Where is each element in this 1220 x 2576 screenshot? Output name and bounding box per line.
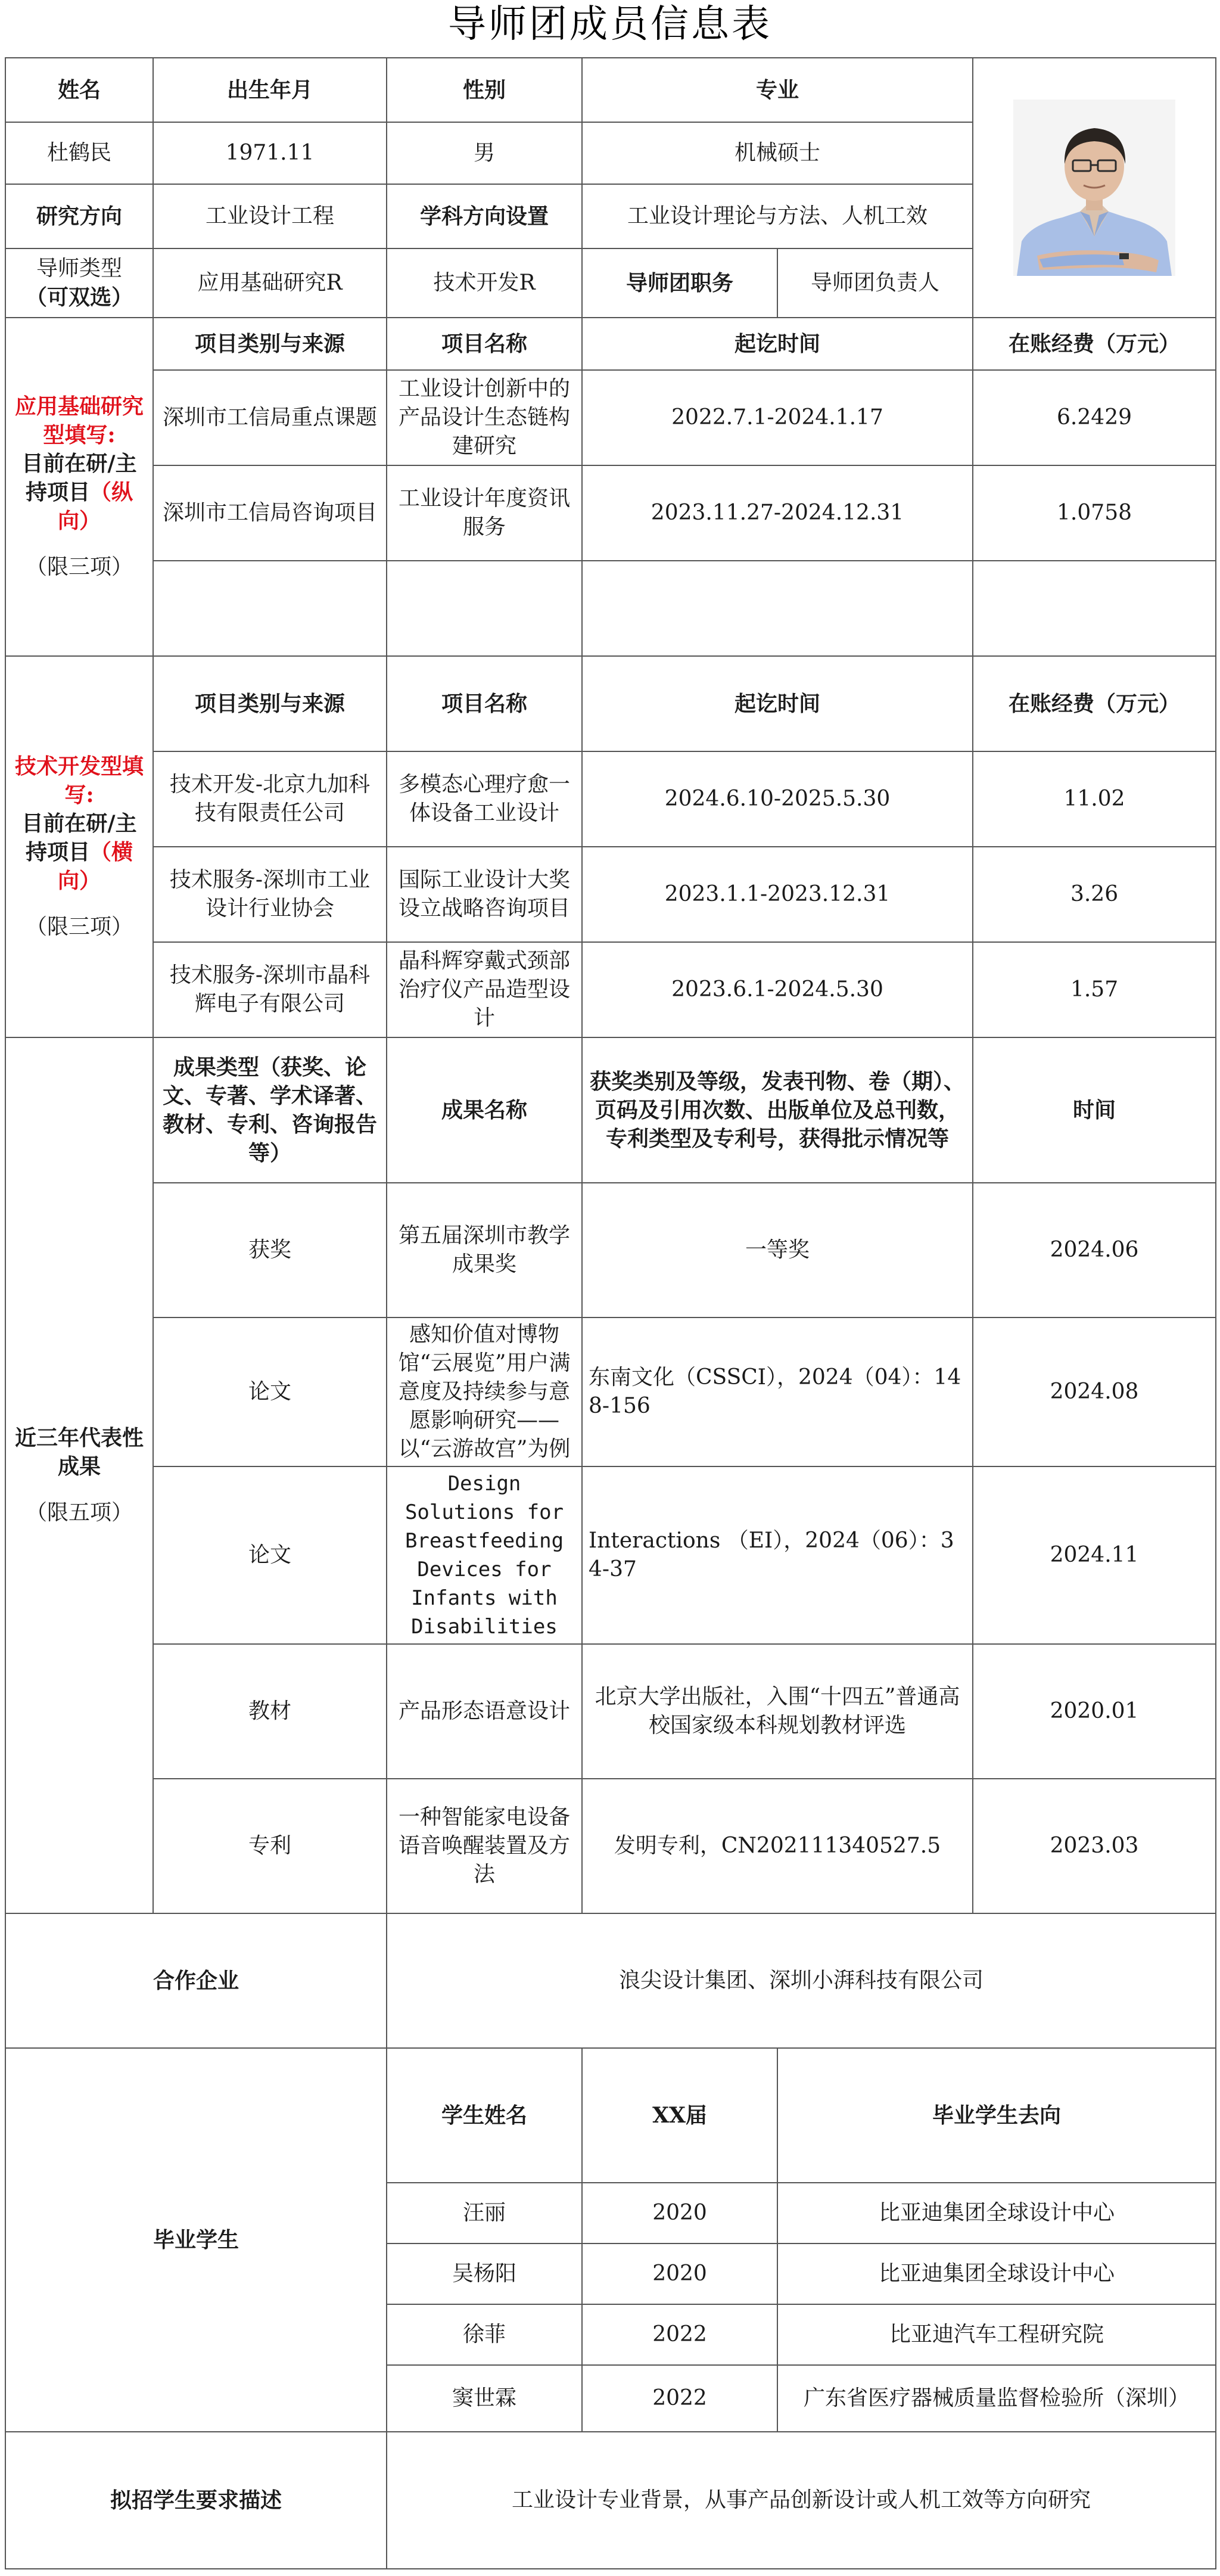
ach-name-4: 一种智能家电设备语音唤醒装置及方法: [387, 1779, 582, 1913]
grad-h-dest: 毕业学生去向: [777, 2048, 1216, 2183]
basic-name-0: 工业设计创新中的产品设计生态链构建研究: [387, 370, 582, 465]
grad-dest-0: 比亚迪集团全球设计中心: [777, 2183, 1216, 2243]
mentor-type-2: 技术开发R: [387, 248, 582, 318]
basic-period-2: [582, 561, 973, 656]
mentor-info-table: [5, 57, 1216, 2569]
tech-h-name: 项目名称: [387, 656, 582, 751]
tech-h-source: 项目类别与来源: [153, 656, 387, 751]
tech-label-black: [12, 809, 147, 895]
table-row: [5, 465, 1216, 561]
table-row: [5, 847, 1216, 942]
mentor-photo-cell: [973, 58, 1216, 318]
basic-h-source: 项目类别与来源: [153, 318, 387, 370]
grad-dest-1: 比亚迪集团全球设计中心: [777, 2243, 1216, 2304]
achievements-label: [5, 1037, 153, 1913]
ach-h-name: 成果名称: [387, 1037, 582, 1183]
birth-header: 出生年月: [153, 58, 387, 122]
discipline-value: 工业设计理论与方法、人机工效: [582, 184, 973, 248]
basic-name-1: 工业设计年度资讯服务: [387, 465, 582, 561]
basic-label-red-1: 应用基础研究型填写:: [14, 394, 144, 448]
ach-h-type: 成果类型（获奖、论文、专著、学术译著、教材、专利、咨询报告等）: [153, 1037, 387, 1183]
table-row: [5, 751, 1216, 847]
ach-name-0: 第五届深圳市教学成果奖: [387, 1183, 582, 1317]
ach-detail-1: 东南文化（CSSCI），2024（04）：148-156: [582, 1317, 973, 1466]
ach-type-1: 论文: [153, 1317, 387, 1466]
tech-name-0: 多模态心理疗愈一体设备工业设计: [387, 751, 582, 847]
ach-type-0: 获奖: [153, 1183, 387, 1317]
tech-period-2: 2023.6.1-2024.5.30: [582, 942, 973, 1037]
tech-label-black-text: 目前在研/主持项目: [21, 811, 137, 865]
discipline-header: 学科方向设置: [387, 184, 582, 248]
tech-label-red-1: 技术开发型填写:: [14, 754, 144, 807]
gender-header: 性别: [387, 58, 582, 122]
grad-year-3: 2022: [582, 2365, 777, 2432]
mentor-type-header: [5, 248, 153, 318]
ach-time-4: 2023.03: [973, 1779, 1216, 1913]
ach-detail-3: 北京大学出版社，入围“十四五”普通高校国家级本科规划教材评选: [582, 1644, 973, 1779]
major-header: 专业: [582, 58, 973, 122]
basic-funds-0: 6.2429: [973, 370, 1216, 465]
grad-h-name: 学生姓名: [387, 2048, 582, 2183]
grad-name-1: 吴杨阳: [387, 2243, 582, 2304]
partners-label: 合作企业: [5, 1913, 387, 2048]
ach-type-4: 专利: [153, 1779, 387, 1913]
table-row: [5, 561, 1216, 656]
tech-h-funds: 在账经费（万元）: [973, 656, 1216, 751]
major-value: 机械硕士: [582, 122, 973, 184]
basic-h-name: 项目名称: [387, 318, 582, 370]
basic-projects-header-row: [5, 318, 1216, 370]
ach-h-detail: 获奖类别及等级，发表刊物、卷（期）、页码及引用次数、出版单位及总刊数，专利类型及专利号，获得批示情况等: [582, 1037, 973, 1183]
basic-funds-1: 1.0758: [973, 465, 1216, 561]
grad-dest-3: 广东省医疗器械质量监督检验所（深圳）: [777, 2365, 1216, 2432]
ach-type-2: 论文: [153, 1466, 387, 1644]
basic-source-0: 深圳市工信局重点课题: [153, 370, 387, 465]
ach-h-time: 时间: [973, 1037, 1216, 1183]
tech-name-2: 晶科辉穿戴式颈部治疗仪产品造型设计: [387, 942, 582, 1037]
achievements-label-text: 近三年代表性成果: [14, 1425, 144, 1479]
tech-label-red-2: （横向）: [57, 840, 133, 893]
grad-name-3: 窦世霖: [387, 2365, 582, 2432]
achievements-header-row: [5, 1037, 1216, 1183]
role-header: 导师团职务: [582, 248, 777, 318]
ach-name-1: 感知价值对博物馆“云展览”用户满意度及持续参与意愿影响研究——以“云游故宫”为例: [387, 1317, 582, 1466]
ach-type-3: 教材: [153, 1644, 387, 1779]
basic-h-period: 起讫时间: [582, 318, 973, 370]
ach-time-3: 2020.01: [973, 1644, 1216, 1779]
graduates-label: 毕业学生: [5, 2048, 387, 2432]
page-title: 导师团成员信息表: [448, 2, 772, 46]
tech-label-limit: （限三项）: [25, 915, 133, 939]
grad-year-0: 2020: [582, 2183, 777, 2243]
partners-value: 浪尖设计集团、深圳小湃科技有限公司: [387, 1913, 1216, 2048]
birth-value: 1971.11: [153, 122, 387, 184]
tech-h-period: 起讫时间: [582, 656, 973, 751]
tech-funds-2: 1.57: [973, 942, 1216, 1037]
grad-dest-2: 比亚迪汽车工程研究院: [777, 2304, 1216, 2365]
ach-detail-0: 一等奖: [582, 1183, 973, 1317]
basic-name-2: [387, 561, 582, 656]
grad-year-2: 2022: [582, 2304, 777, 2365]
research-value: 工业设计工程: [153, 184, 387, 248]
basic-source-2: [153, 561, 387, 656]
tech-period-0: 2024.6.10-2025.5.30: [582, 751, 973, 847]
table-row: [5, 1183, 1216, 1317]
tech-projects-label: [5, 656, 153, 1037]
grad-year-1: 2020: [582, 2243, 777, 2304]
grad-name-0: 汪丽: [387, 2183, 582, 2243]
requirements-value: 工业设计专业背景，从事产品创新设计或人机工效等方向研究: [387, 2432, 1216, 2569]
ach-time-2: 2024.11: [973, 1466, 1216, 1644]
basic-funds-2: [973, 561, 1216, 656]
tech-funds-1: 3.26: [973, 847, 1216, 942]
graduates-header-row: [5, 2048, 1216, 2183]
tech-projects-header-row: [5, 656, 1216, 751]
table-row: [5, 1779, 1216, 1913]
basic-label-red-2: （纵向）: [57, 480, 133, 533]
table-row: [5, 1317, 1216, 1466]
requirements-label: 拟招学生要求描述: [5, 2432, 387, 2569]
table-row: [5, 1644, 1216, 1779]
ach-detail-2: Interactions （EI），2024（06）：34-37: [582, 1466, 973, 1644]
name-value: 杜鹤民: [5, 122, 153, 184]
profile-header-row: [5, 58, 1216, 122]
basic-projects-label: [5, 318, 153, 656]
basic-label-limit: （限三项）: [25, 555, 133, 579]
ach-name-2: Design Solutions for Breastfeeding Devices for Infants with Disabilities: [387, 1466, 582, 1644]
grad-name-2: 徐菲: [387, 2304, 582, 2365]
name-header: 姓名: [5, 58, 153, 122]
tech-source-2: 技术服务-深圳市晶科辉电子有限公司: [153, 942, 387, 1037]
ach-name-3: 产品形态语意设计: [387, 1644, 582, 1779]
basic-period-0: 2022.7.1-2024.1.17: [582, 370, 973, 465]
basic-period-1: 2023.11.27-2024.12.31: [582, 465, 973, 561]
role-value: 导师团负责人: [777, 248, 973, 318]
basic-source-1: 深圳市工信局咨询项目: [153, 465, 387, 561]
table-row: [5, 1466, 1216, 1644]
achievements-label-limit: （限五项）: [25, 1500, 133, 1525]
tech-name-1: 国际工业设计大奖设立战略咨询项目: [387, 847, 582, 942]
mentor-type-label: 导师类型: [36, 256, 122, 281]
tech-funds-0: 11.02: [973, 751, 1216, 847]
tech-period-1: 2023.1.1-2023.12.31: [582, 847, 973, 942]
tech-source-0: 技术开发-北京九加科技有限责任公司: [153, 751, 387, 847]
basic-label-black-text: 目前在研/主持项目: [21, 451, 137, 505]
ach-detail-4: 发明专利，CN202111340527.5: [582, 1779, 973, 1913]
gender-value: 男: [387, 122, 582, 184]
partners-row: [5, 1913, 1216, 2048]
ach-time-0: 2024.06: [973, 1183, 1216, 1317]
table-row: [5, 370, 1216, 465]
ach-time-1: 2024.08: [973, 1317, 1216, 1466]
research-header: 研究方向: [5, 184, 153, 248]
mentor-type-note: （可双选）: [25, 285, 133, 310]
tech-source-1: 技术服务-深圳市工业设计行业协会: [153, 847, 387, 942]
table-row: [5, 942, 1216, 1037]
mentor-photo: [1013, 100, 1175, 276]
mentor-type-1: 应用基础研究R: [153, 248, 387, 318]
requirements-row: [5, 2432, 1216, 2569]
basic-label-black: [12, 449, 147, 535]
grad-h-year: XX届: [582, 2048, 777, 2183]
basic-h-funds: 在账经费（万元）: [973, 318, 1216, 370]
